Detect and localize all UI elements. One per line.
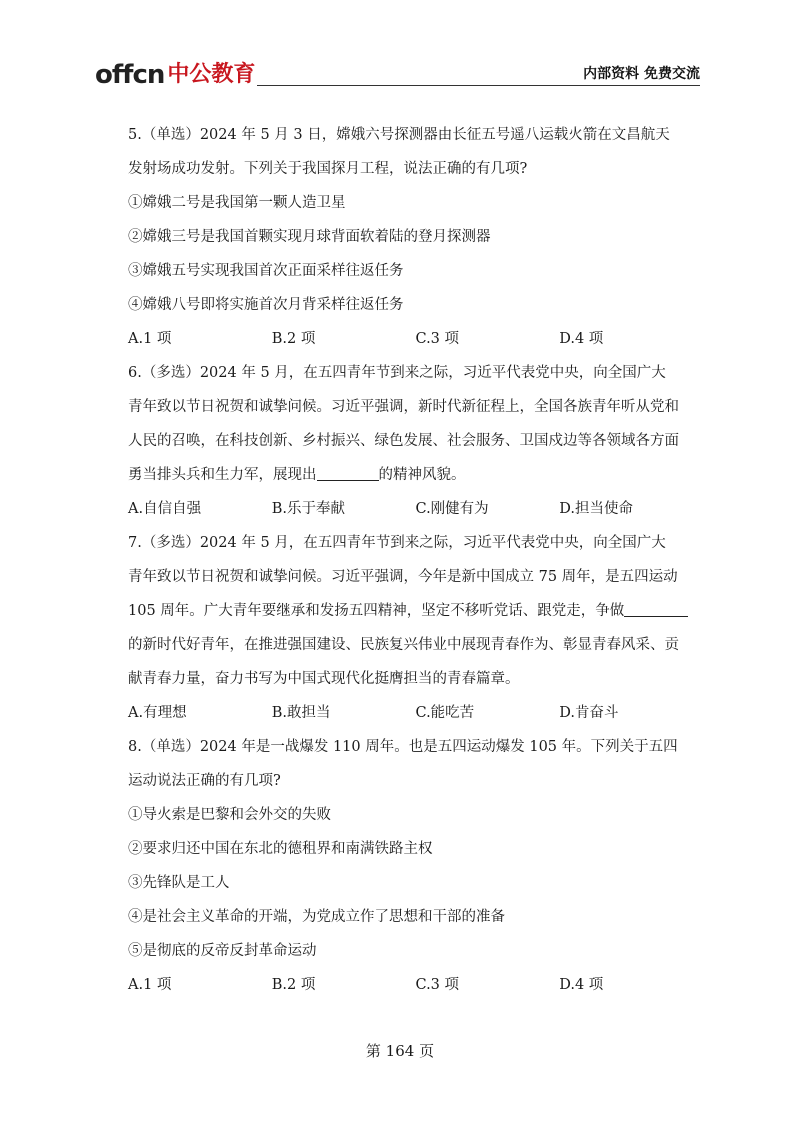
- q8-line2: 运动说法正确的有几项?: [128, 773, 281, 789]
- logo-cjk-text: 中公教育: [167, 62, 256, 87]
- q5-options: [128, 322, 703, 356]
- q8-option-d: D.4 项: [559, 977, 604, 993]
- q7-line3: [128, 594, 703, 628]
- logo-latin-text: offcn: [95, 60, 165, 90]
- q5-option-d: D.4 项: [559, 331, 604, 347]
- q7-line3-pre: 105 周年。广大青年要继承和发扬五四精神，坚定不移听党话、跟党走，争做: [128, 603, 625, 619]
- q6-option-d: D.担当使命: [559, 501, 633, 517]
- q6-line4: [128, 458, 703, 492]
- q5-stem-line1: 5.（单选）2024 年 5 月 3 日，嫦娥六号探测器由长征五号遥八运载火箭在文昌航天: [128, 127, 670, 143]
- q6-line2: 青年致以节日祝贺和诚挚问候。习近平强调，新时代新征程上，全国各族青年听从党和: [128, 399, 679, 415]
- q6-option-b: B.乐于奉献: [271, 501, 346, 517]
- q8-line1: 8.（单选）2024 年是一战爆发 110 周年。也是五四运动爆发 105 年。下列关于五四: [128, 739, 678, 755]
- q6-answer-blank: [317, 466, 379, 481]
- q8-item-1: ①导火索是巴黎和会外交的失败: [128, 807, 331, 823]
- q7-options: [128, 696, 703, 730]
- header-rule: [257, 85, 700, 86]
- q7-line2: 青年致以节日祝贺和诚挚问候。习近平强调，今年是新中国成立 75 周年，是五四运动: [128, 569, 678, 585]
- q8-options: [128, 968, 703, 1002]
- q7-option-d: D.肯奋斗: [559, 705, 619, 721]
- q5-item-2: ②嫦娥三号是我国首颗实现月球背面软着陆的登月探测器: [128, 229, 491, 245]
- q6-line3: 人民的召唤，在科技创新、乡村振兴、绿色发展、社会服务、卫国戍边等各领域各方面: [128, 433, 679, 449]
- q7-line1: 7.（多选）2024 年 5 月，在五四青年节到来之际，习近平代表党中央，向全国广大: [128, 535, 666, 551]
- q5-stem-line2: 发射场成功发射。下列关于我国探月工程，说法正确的有几项?: [128, 161, 528, 177]
- page-number: 第 164 页: [365, 1042, 435, 1060]
- document-body: [128, 118, 703, 1002]
- offcn-logo: [95, 58, 255, 88]
- q7-line5: 献青春力量，奋力书写为中国式现代化挺膺担当的青春篇章。: [128, 671, 520, 687]
- q7-option-a: A.有理想: [128, 705, 187, 721]
- q7-option-b: B.敢担当: [271, 705, 331, 721]
- q5-item-4: ④嫦娥八号即将实施首次月背采样往返任务: [128, 297, 404, 313]
- q5-item-1: ①嫦娥二号是我国第一颗人造卫星: [128, 195, 346, 211]
- q6-line4-pre: 勇当排头兵和生力军，展现出: [128, 467, 317, 483]
- q8-option-a: A.1 项: [128, 977, 172, 993]
- q7-option-c: C.能吃苦: [415, 705, 475, 721]
- q5-item-3: ③嫦娥五号实现我国首次正面采样往返任务: [128, 263, 404, 279]
- q6-line4-post: 的精神风貌。: [378, 467, 466, 483]
- q8-item-4: ④是社会主义革命的开端，为党成立作了思想和干部的准备: [128, 909, 505, 925]
- page-header: [95, 58, 700, 88]
- q5-option-a: A.1 项: [128, 331, 172, 347]
- q8-option-c: C.3 项: [415, 977, 460, 993]
- q8-option-b: B.2 项: [271, 977, 316, 993]
- q6-option-a: A.自信自强: [128, 501, 202, 517]
- q5-option-c: C.3 项: [415, 331, 460, 347]
- q5-option-b: B.2 项: [271, 331, 316, 347]
- q6-line1: 6.（多选）2024 年 5 月，在五四青年节到来之际，习近平代表党中央，向全国广大: [128, 365, 666, 381]
- q6-options: [128, 492, 703, 526]
- q6-option-c: C.刚健有为: [415, 501, 489, 517]
- header-note: 内部资料 免费交流: [583, 66, 700, 82]
- q7-line4: 的新时代好青年，在推进强国建设、民族复兴伟业中展现青春作为、彰显青春风采、贡: [128, 637, 679, 653]
- q7-answer-blank: [624, 602, 688, 617]
- q8-item-3: ③先锋队是工人: [128, 875, 230, 891]
- q8-item-5: ⑤是彻底的反帝反封革命运动: [128, 943, 317, 959]
- q8-item-2: ②要求归还中国在东北的德租界和南满铁路主权: [128, 841, 433, 857]
